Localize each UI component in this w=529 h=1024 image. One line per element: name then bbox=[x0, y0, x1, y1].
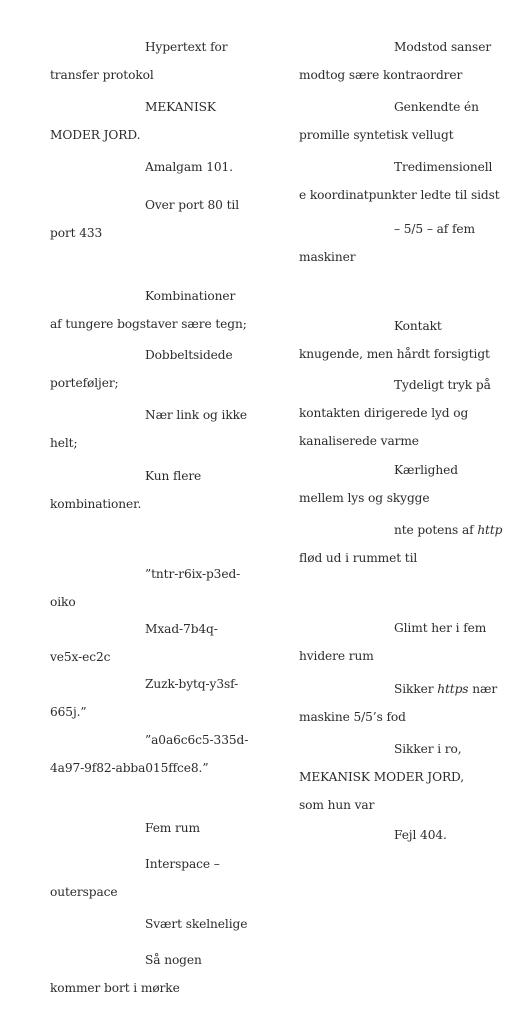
stanza-first-line: Over port 80 til bbox=[145, 198, 240, 212]
stanza-first-line: Kærlighed bbox=[394, 463, 458, 477]
stanza-text: nær bbox=[468, 682, 498, 696]
stanza bbox=[299, 735, 504, 819]
stanza-continuation-line: af tungere bogstaver sære tegn; bbox=[50, 317, 247, 331]
stanza-first-line: Fem rum bbox=[145, 821, 200, 835]
stanza-first-line: Kun flere bbox=[145, 469, 202, 483]
stanza-first-line: Zuzk-bytq-y3sf- bbox=[145, 677, 239, 691]
stanza bbox=[50, 814, 250, 842]
stanza-continuation-line: maskine 5/5’s fod bbox=[299, 710, 406, 724]
stanza bbox=[299, 516, 504, 572]
stanza bbox=[50, 282, 250, 338]
stanza-first-line: – 5/5 – af fem bbox=[394, 222, 475, 236]
stanza-continuation-line: promille syntetisk vellugt bbox=[299, 128, 454, 142]
protocol-term: https bbox=[437, 682, 469, 696]
stanza-first-line: Svært skelnelige bbox=[145, 917, 248, 931]
stanza-continuation-line: 665j.” bbox=[50, 705, 87, 719]
stanza bbox=[299, 821, 504, 849]
stanza-continuation-line: maskiner bbox=[299, 250, 356, 264]
stanza-first-line: Modstod sanser bbox=[394, 40, 492, 54]
stanza-first-line: Genkendte én bbox=[394, 100, 479, 114]
stanza-continuation-line: kommer bort i mørke bbox=[50, 981, 180, 995]
stanza-first-line: Tydeligt tryk på bbox=[394, 378, 491, 392]
stanza bbox=[50, 191, 250, 247]
stanza-continuation-line: kombinationer. bbox=[50, 497, 142, 511]
stanza-first-line: ”a0a6c6c5-335d- bbox=[145, 733, 249, 747]
stanza bbox=[50, 726, 250, 782]
stanza-continuation-line: knugende, men hårdt forsigtigt bbox=[299, 347, 490, 361]
stanza-first-line: Nær link og ikke bbox=[145, 408, 248, 422]
stanza bbox=[50, 850, 250, 906]
stanza bbox=[299, 93, 504, 149]
stanza-first-line bbox=[299, 675, 504, 703]
stanza bbox=[50, 670, 250, 726]
stanza-first-line bbox=[299, 516, 504, 544]
stanza-continuation-line: port 433 bbox=[50, 226, 103, 240]
stanza bbox=[299, 215, 504, 271]
stanza-first-line: Glimt her i fem bbox=[394, 621, 487, 635]
stanza-continuation-line: kontakten dirigerede lyd og bbox=[299, 406, 469, 420]
stanza bbox=[299, 153, 504, 209]
stanza-first-line: MEKANISK bbox=[145, 100, 216, 114]
stanza-first-line: Hypertext for bbox=[145, 40, 228, 54]
stanza bbox=[50, 910, 250, 938]
stanza bbox=[299, 33, 504, 89]
stanza-first-line: Interspace – bbox=[145, 857, 220, 871]
stanza-text: nte potens af bbox=[394, 523, 478, 537]
stanza-continuation-line: helt; bbox=[50, 436, 78, 450]
stanza-first-line: Fejl 404. bbox=[394, 828, 447, 842]
stanza bbox=[50, 946, 250, 1002]
stanza-continuation-line: som hun var bbox=[299, 798, 375, 812]
stanza-continuation-line: porteføljer; bbox=[50, 376, 119, 390]
stanza-continuation-line: hvidere rum bbox=[299, 649, 374, 663]
stanza-first-line: Tredimensionell bbox=[394, 160, 493, 174]
stanza-continuation-line: transfer protokol bbox=[50, 68, 154, 82]
stanza-first-line: Kontakt bbox=[394, 319, 442, 333]
stanza-continuation-line: flød ud i rummet til bbox=[299, 551, 418, 565]
stanza-first-line: Amalgam 101. bbox=[145, 160, 233, 174]
stanza-continuation-line: mellem lys og skygge bbox=[299, 491, 430, 505]
stanza-continuation-line: 4a97-9f82-abba015ffce8.” bbox=[50, 761, 209, 775]
stanza bbox=[299, 456, 504, 512]
stanza-continuation-line: MEKANISK MODER JORD, bbox=[299, 770, 465, 784]
stanza-first-line: Mxad-7b4q- bbox=[145, 622, 218, 636]
stanza bbox=[50, 93, 250, 149]
stanza bbox=[299, 614, 504, 670]
stanza-first-line: ”tntr-r6ix-p3ed- bbox=[145, 567, 241, 581]
stanza-first-line: Dobbeltsidede bbox=[145, 348, 233, 362]
stanza bbox=[50, 560, 250, 616]
stanza bbox=[50, 401, 250, 457]
stanza-first-line: Så nogen bbox=[145, 953, 202, 967]
stanza bbox=[50, 33, 250, 89]
stanza-continuation-line: MODER JORD. bbox=[50, 128, 141, 142]
stanza-continuation-line: modtog sære kontraordrer bbox=[299, 68, 463, 82]
stanza bbox=[50, 341, 250, 397]
stanza-continuation-line: outerspace bbox=[50, 885, 118, 899]
stanza bbox=[299, 675, 504, 731]
stanza-continuation-line: ve5x-ec2c bbox=[50, 650, 111, 664]
stanza bbox=[299, 371, 504, 455]
stanza-continuation-line: oiko bbox=[50, 595, 76, 609]
protocol-term: http bbox=[477, 523, 503, 537]
stanza-continuation-line: e koordinatpunkter ledte til sidst bbox=[299, 188, 500, 202]
stanza-text: Sikker bbox=[394, 682, 438, 696]
stanza bbox=[50, 462, 250, 518]
stanza-first-line: Kombinationer bbox=[145, 289, 236, 303]
stanza-continuation-line: kanaliserede varme bbox=[299, 434, 419, 448]
stanza bbox=[50, 153, 250, 181]
stanza-first-line: Sikker i ro, bbox=[394, 742, 462, 756]
stanza bbox=[50, 615, 250, 671]
stanza bbox=[299, 312, 504, 368]
